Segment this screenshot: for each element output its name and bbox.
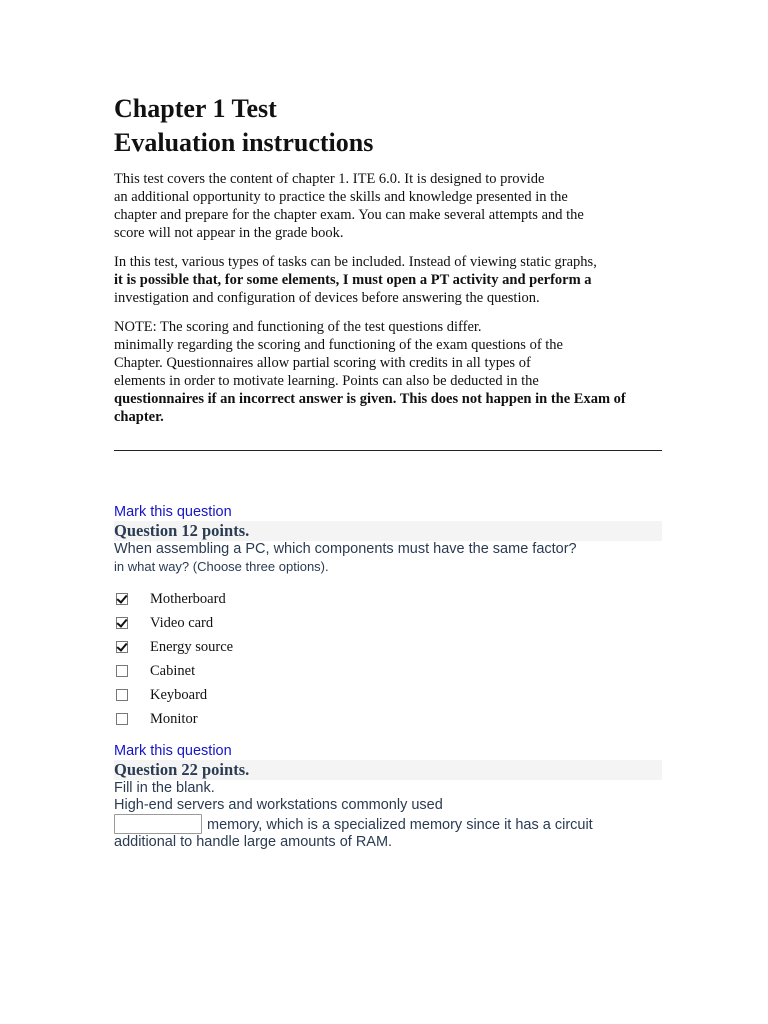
instructions-paragraph-1: [114, 170, 662, 242]
question-text: [114, 780, 662, 851]
checkbox[interactable]: [116, 713, 128, 725]
question-text-line: Fill in the blank.: [114, 780, 215, 796]
instructions-line: an additional opportunity to practice the skills and knowledge presented in the: [114, 189, 568, 205]
instructions-line: score will not appear in the grade book.: [114, 225, 344, 241]
section-divider: [114, 450, 662, 451]
option-energy-source[interactable]: [114, 635, 662, 659]
option-monitor[interactable]: [114, 707, 662, 731]
option-label: Video card: [150, 614, 214, 631]
page-title: Chapter 1 Test: [114, 94, 277, 123]
option-label: Energy source: [150, 638, 234, 655]
question-text-line: memory, which is a specialized memory since it has a circuit: [207, 817, 593, 833]
checkbox[interactable]: [116, 593, 128, 605]
instructions-line: Chapter. Questionnaires allow partial scoring with credits in all types of: [114, 355, 531, 371]
option-cabinet[interactable]: [114, 659, 662, 683]
mark-question-link[interactable]: Mark this question: [114, 504, 232, 520]
instructions-line-bold: it is possible that, for some elements, I must open a PT activity and perform a: [114, 272, 592, 288]
instructions-line: elements in order to motivate learning. Points can also be deducted in the: [114, 373, 539, 389]
page-subtitle: Evaluation instructions: [114, 128, 374, 157]
checkbox[interactable]: [116, 641, 128, 653]
option-label: Monitor: [150, 710, 198, 727]
instructions-paragraph-2: [114, 253, 662, 307]
question-heading: Question 12 points.: [114, 521, 662, 541]
fill-blank-input[interactable]: [114, 814, 202, 834]
checkbox[interactable]: [116, 665, 128, 677]
options-list: [114, 587, 662, 731]
option-keyboard[interactable]: [114, 683, 662, 707]
instructions-line: minimally regarding the scoring and functioning of the exam questions of the: [114, 337, 563, 353]
instructions-line: investigation and configuration of devices before answering the question.: [114, 290, 540, 306]
instructions-line: In this test, various types of tasks can be included. Instead of viewing static graphs,: [114, 254, 597, 270]
instructions-line-bold: questionnaires if an incorrect answer is given. This does not happen in the Exam of: [114, 391, 626, 407]
instructions-paragraph-3: [114, 318, 662, 426]
instructions-line: chapter and prepare for the chapter exam. You can make several attempts and the: [114, 207, 584, 223]
option-label: Motherboard: [150, 590, 226, 607]
instructions-line: This test covers the content of chapter 1. ITE 6.0. It is designed to provide: [114, 171, 545, 187]
question-text-line: in what way? (Choose three options).: [114, 559, 329, 574]
instructions-line-bold: chapter.: [114, 409, 164, 425]
question-heading: Question 22 points.: [114, 760, 662, 780]
question-text: [114, 541, 662, 575]
question-text-line: When assembling a PC, which components must have the same factor?: [114, 541, 577, 557]
checkbox[interactable]: [116, 689, 128, 701]
option-video-card[interactable]: [114, 611, 662, 635]
mark-question-link[interactable]: Mark this question: [114, 743, 232, 759]
option-motherboard[interactable]: [114, 587, 662, 611]
question-text-line: additional to handle large amounts of RAM.: [114, 834, 393, 850]
fill-blank-line: [114, 814, 662, 834]
option-label: Keyboard: [150, 686, 208, 703]
option-label: Cabinet: [150, 662, 196, 679]
question-1: [114, 503, 662, 731]
instructions-section: [114, 92, 662, 451]
question-text-line: High-end servers and workstations commonly used: [114, 797, 443, 813]
checkbox[interactable]: [116, 617, 128, 629]
instructions-line: NOTE: The scoring and functioning of the test questions differ.: [114, 319, 482, 335]
question-2: [114, 742, 662, 851]
